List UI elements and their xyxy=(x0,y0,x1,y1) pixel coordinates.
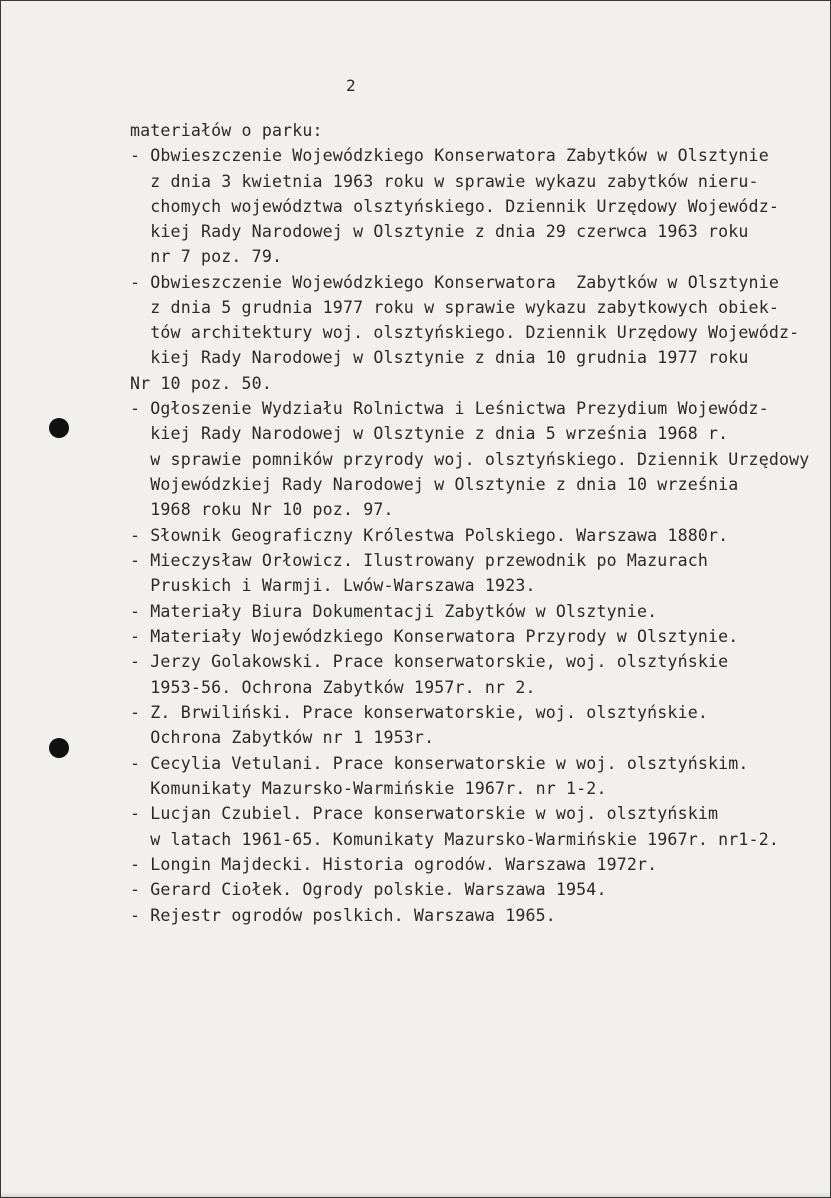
text-line: - Cecylia Vetulani. Prace konserwatorskie w woj. olsztyńskim. xyxy=(130,754,749,773)
text-line: chomych województwa olsztyńskiego. Dziennik Urzędowy Wojewódz- xyxy=(130,197,779,216)
text-line: - Lucjan Czubiel. Prace konserwatorskie w woj. olsztyńskim xyxy=(130,804,719,823)
text-line: tów architektury woj. olsztyńskiego. Dziennik Urzędowy Wojewódz- xyxy=(130,323,800,342)
text-line: kiej Rady Narodowej w Olsztynie z dnia 29 czerwca 1963 roku xyxy=(130,222,749,241)
text-line: Wojewódzkiej Rady Narodowej w Olsztynie z dnia 10 września xyxy=(130,475,739,494)
text-line: - Mieczysław Orłowicz. Ilustrowany przewodnik po Mazurach xyxy=(130,551,708,570)
text-line: w latach 1961-65. Komunikaty Mazursko-Warmińskie 1967r. nr1-2. xyxy=(130,830,779,849)
text-line: 1953-56. Ochrona Zabytków 1957r. nr 2. xyxy=(130,678,536,697)
text-line: - Słownik Geograficzny Królestwa Polskiego. Warszawa 1880r. xyxy=(130,526,729,545)
text-line: kiej Rady Narodowej w Olsztynie z dnia 10 grudnia 1977 roku xyxy=(130,348,749,367)
text-line: - Longin Majdecki. Historia ogrodów. Warszawa 1972r. xyxy=(130,855,658,874)
text-line: nr 7 poz. 79. xyxy=(130,247,283,266)
text-line: 1968 roku Nr 10 poz. 97. xyxy=(130,500,394,519)
page-number: 2 xyxy=(346,76,357,95)
text-line: Ochrona Zabytków nr 1 1953r. xyxy=(130,728,435,747)
text-line: - Z. Brwiliński. Prace konserwatorskie, woj. olsztyńskie. xyxy=(130,703,708,722)
text-line: Nr 10 poz. 50. xyxy=(130,374,272,393)
text-line: Pruskich i Warmji. Lwów-Warszawa 1923. xyxy=(130,576,536,595)
punch-hole xyxy=(49,418,69,438)
text-line: Komunikaty Mazursko-Warmińskie 1967r. nr 1-2. xyxy=(130,779,607,798)
text-line: - Materiały Wojewódzkiego Konserwatora Przyrody w Olsztynie. xyxy=(130,627,739,646)
text-line: w sprawie pomników przyrody woj. olsztyńskiego. Dziennik Urzędowy xyxy=(130,450,810,469)
text-line: - Obwieszczenie Wojewódzkiego Konserwatora Zabytków w Olsztynie xyxy=(130,146,769,165)
text-line: - Gerard Ciołek. Ogrody polskie. Warszawa 1954. xyxy=(130,880,607,899)
text-line: - Rejestr ogrodów poslkich. Warszawa 1965. xyxy=(130,906,556,925)
punch-hole xyxy=(49,738,69,758)
text-line: z dnia 3 kwietnia 1963 roku w sprawie wykazu zabytków nieru- xyxy=(130,172,759,191)
text-line: - Materiały Biura Dokumentacji Zabytków w Olsztynie. xyxy=(130,602,658,621)
intro-line: materiałów o parku: xyxy=(130,121,323,140)
page-bottom-shadow xyxy=(0,1192,831,1198)
text-line: z dnia 5 grudnia 1977 roku w sprawie wykazu zabytkowych obiek- xyxy=(130,298,779,317)
text-line: - Ogłoszenie Wydziału Rolnictwa i Leśnictwa Prezydium Wojewódz- xyxy=(130,399,769,418)
text-line: - Obwieszczenie Wojewódzkiego Konserwatora Zabytków w Olsztynie xyxy=(130,273,779,292)
text-line: - Jerzy Golakowski. Prace konserwatorskie, woj. olsztyńskie xyxy=(130,652,729,671)
text-line: kiej Rady Narodowej w Olsztynie z dnia 5 września 1968 r. xyxy=(130,424,729,443)
